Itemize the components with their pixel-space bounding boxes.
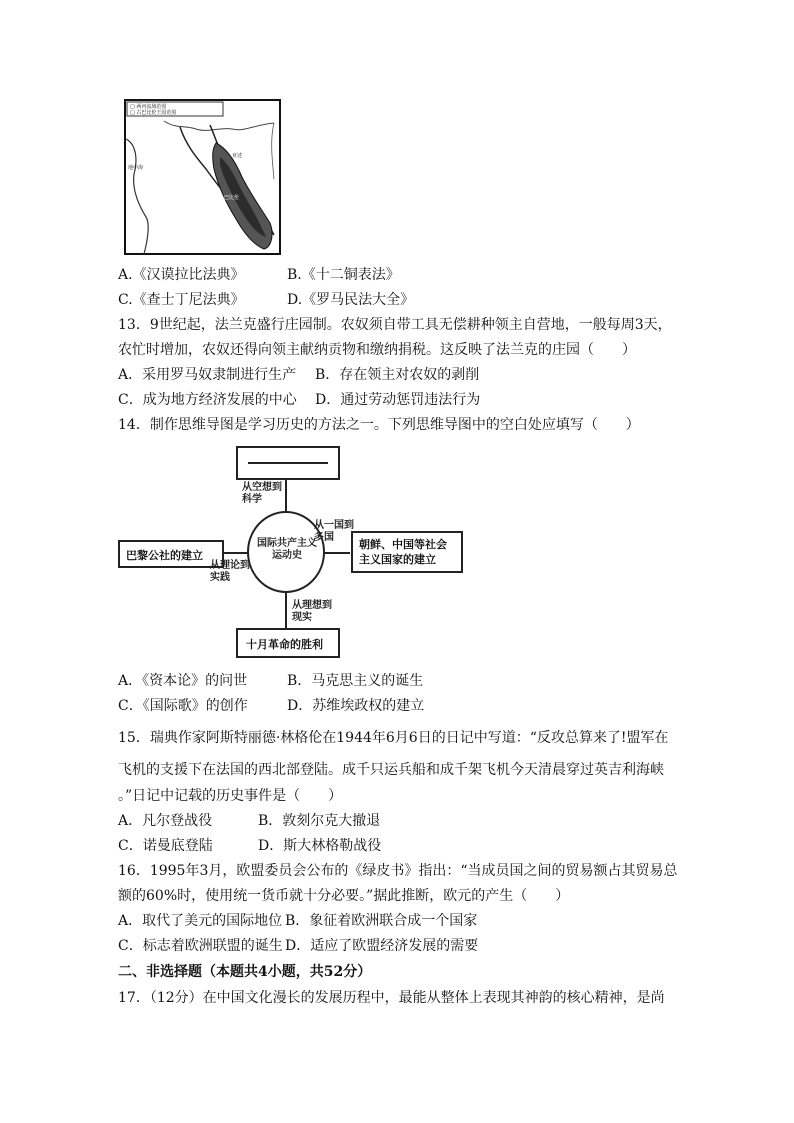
edge-label-right bbox=[314, 520, 354, 544]
edge-label-right-line2: 多国 bbox=[314, 532, 334, 543]
map-place-label: 亚述 bbox=[232, 153, 243, 159]
q14-option-a: A．《资本论》的问世 bbox=[118, 673, 248, 689]
edge-label-top bbox=[242, 482, 282, 506]
q15-option-c: C．诺曼底登陆 bbox=[118, 838, 213, 854]
map-place-label: 巴比伦 bbox=[224, 195, 240, 201]
edge-label-top-line1: 从空想到 bbox=[242, 482, 282, 493]
bottom-node-box bbox=[236, 628, 340, 658]
q15-stem-line3: 。”日记中记载的历史事件是（ ） bbox=[118, 788, 343, 804]
edge-label-left-line1: 从理论到 bbox=[210, 560, 250, 571]
q16-option-b: B．象征着欧洲联合成一个国家 bbox=[285, 913, 478, 929]
edge-label-bottom-line1: 从理想到 bbox=[292, 600, 332, 611]
q16-option-c: C．标志着欧洲联盟的诞生 bbox=[118, 938, 283, 954]
q16-stem-line2: 额的60%时，使用统一货币就十分必要。”据此推断，欧元的产生（ ） bbox=[118, 888, 570, 904]
map-place-label: 地中海 bbox=[128, 165, 144, 171]
q12-option-b: B.《十二铜表法》 bbox=[287, 267, 400, 283]
mesopotamia-map bbox=[124, 99, 281, 255]
q16-option-a: A．取代了美元的国际地位 bbox=[118, 913, 283, 929]
q13-option-d: D．通过劳动惩罚违法行为 bbox=[315, 392, 481, 408]
q16-option-d: D．适应了欧盟经济发展的需要 bbox=[285, 938, 479, 954]
q15-option-d: D．斯大林格勒战役 bbox=[258, 838, 382, 854]
right-node-box bbox=[351, 531, 463, 573]
q17-stem-line1: 17．（12分）在中国文化漫长的发展历程中，最能从整体上表现其神韵的核心精神，是尚 bbox=[118, 990, 665, 1006]
blank-line bbox=[248, 462, 328, 464]
blank-answer-box bbox=[236, 446, 340, 480]
edge-label-top-line2: 科学 bbox=[242, 494, 262, 505]
edge-label-left-line2: 实践 bbox=[210, 572, 230, 583]
map-legend-1: □ 两河流域范围 bbox=[130, 104, 167, 110]
mind-map bbox=[118, 440, 463, 662]
q16-stem-line1: 16．1995年3月，欧盟委员会公布的《绿皮书》指出：“当成员国之间的贸易额占其贸易总 bbox=[118, 863, 678, 879]
q14-stem: 14．制作思维导图是学习历史的方法之一。下列思维导图中的空白处应填写（ ） bbox=[118, 417, 640, 433]
center-node-line2: 运动史 bbox=[272, 550, 302, 561]
right-node-line1: 朝鲜、中国等社会 bbox=[359, 538, 447, 551]
edge-label-bottom-line2: 现实 bbox=[292, 612, 312, 623]
edge-label-left bbox=[210, 560, 250, 584]
q14-option-b: B．马克思主义的诞生 bbox=[287, 673, 424, 689]
q12-option-c: C.《查士丁尼法典》 bbox=[118, 292, 245, 308]
q13-option-b: B．存在领主对农奴的剥削 bbox=[315, 367, 480, 383]
right-node-line2: 主义国家的建立 bbox=[359, 553, 436, 566]
center-node bbox=[256, 538, 318, 562]
q13-option-c: C．成为地方经济发展的中心 bbox=[118, 392, 297, 408]
left-node-box bbox=[118, 540, 224, 568]
q13-stem-line1: 13．9世纪起，法兰克盛行庄园制。农奴须自带工具无偿耕种领主自营地，一般每周3天， bbox=[118, 317, 672, 333]
right-node-text bbox=[359, 537, 447, 567]
q12-option-a: A.《汉谟拉比法典》 bbox=[118, 267, 245, 283]
left-node-text: 巴黎公社的建立 bbox=[126, 549, 203, 562]
q12-option-d: D.《罗马民法大全》 bbox=[287, 292, 415, 308]
bottom-node-text: 十月革命的胜利 bbox=[246, 638, 323, 651]
q15-stem-line2: 飞机的支援下在法国的西北部登陆。成千只运兵船和成千架飞机今天清晨穿过英吉利海峡 bbox=[118, 762, 664, 778]
q15-option-a: A．凡尔登战役 bbox=[118, 813, 213, 829]
edge-label-bottom bbox=[292, 600, 332, 624]
q14-option-c: C．《国际歌》的创作 bbox=[118, 698, 248, 714]
q15-option-b: B．敦刻尔克大撤退 bbox=[258, 813, 381, 829]
q14-option-d: D．苏维埃政权的建立 bbox=[287, 698, 425, 714]
section-2-title: 二、非选择题（本题共4小题，共52分） bbox=[118, 964, 372, 980]
q15-stem-line1: 15．瑞典作家阿斯特丽德·林格伦在1944年6月6日的日记中写道：“反攻总算来了!盟军在 bbox=[118, 730, 669, 746]
q13-option-a: A．采用罗马奴隶制进行生产 bbox=[118, 367, 297, 383]
center-node-line1: 国际共产主义 bbox=[257, 538, 317, 549]
edge-label-right-line1: 从一国到 bbox=[314, 520, 354, 531]
q13-stem-line2: 农忙时增加，农奴还得向领主献纳贡物和缴纳捐税。这反映了法兰克的庄园（ ） bbox=[118, 342, 636, 358]
map-legend-2: □ 古巴比伦王国范围 bbox=[130, 110, 177, 116]
